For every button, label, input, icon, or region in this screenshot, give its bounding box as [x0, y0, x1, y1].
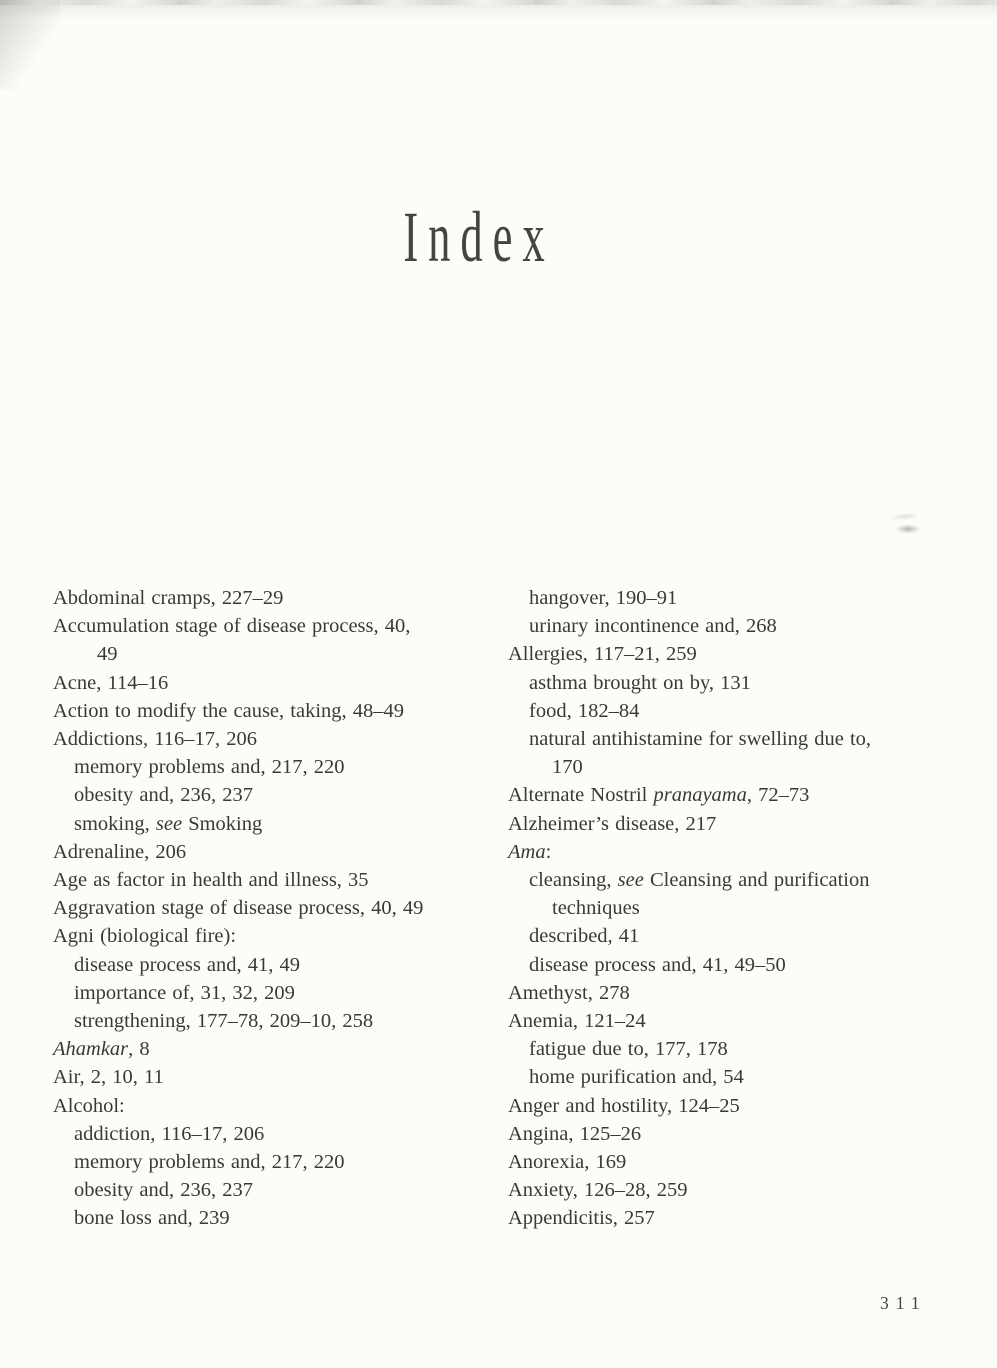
- entry-text: 170: [552, 756, 583, 779]
- index-entry-line: [53, 640, 508, 668]
- entry-text: Smoking: [182, 812, 263, 835]
- index-entry-line: [508, 951, 963, 979]
- entry-text: techniques: [552, 897, 640, 920]
- entry-text: Agni (biological fire):: [53, 925, 237, 948]
- entry-text: Addictions, 116–17, 206: [53, 728, 257, 751]
- entry-text: Alcohol:: [53, 1094, 125, 1117]
- entry-text: Abdominal cramps, 227–29: [53, 587, 284, 609]
- entry-italic-text: Ama: [508, 840, 546, 863]
- index-entry-line: [508, 838, 963, 866]
- index-entry-line: [53, 1035, 508, 1063]
- entry-text: 49: [97, 643, 118, 666]
- index-entry-line: [508, 922, 963, 950]
- index-entry-line: [508, 697, 963, 725]
- index-entry-line: [508, 894, 963, 922]
- entry-text: Accumulation stage of disease process, 40,: [53, 615, 411, 638]
- entry-text: Age as factor in health and illness, 35: [53, 869, 369, 892]
- index-entry-line: [508, 979, 963, 1007]
- index-entry-line: [53, 1063, 508, 1091]
- index-entry-line: [53, 725, 508, 753]
- index-entry-line: [508, 1063, 963, 1091]
- entry-text: Alzheimer’s disease, 217: [508, 812, 717, 835]
- entry-text: Alternate Nostril: [508, 784, 654, 807]
- index-entry-line: [53, 810, 508, 838]
- index-entry-line: [53, 697, 508, 725]
- index-entry-line: [508, 725, 963, 753]
- entry-text: food, 182–84: [529, 699, 640, 722]
- index-entry-line: [53, 753, 508, 781]
- index-entry-line: [508, 1035, 963, 1063]
- index-entry-line: [508, 781, 963, 809]
- entry-italic-text: see: [155, 812, 183, 835]
- entry-text: Anger and hostility, 124–25: [508, 1094, 740, 1117]
- title-container: [0, 196, 977, 279]
- smudge-artifact: [888, 508, 928, 544]
- index-entry-line: [53, 781, 508, 809]
- entry-text: disease process and, 41, 49–50: [529, 953, 786, 976]
- index-entry-line: [508, 1007, 963, 1035]
- entry-text: Allergies, 117–21, 259: [508, 643, 697, 666]
- entry-text: Angina, 125–26: [508, 1122, 642, 1145]
- entry-text: cleansing,: [529, 869, 618, 892]
- entry-text: obesity and, 236, 237: [74, 784, 253, 807]
- index-entry-line: [53, 866, 508, 894]
- index-entry-line: [53, 1176, 508, 1204]
- index-entry-line: [508, 1148, 963, 1176]
- index-entry-line: [53, 612, 508, 640]
- index-entry-line: [53, 951, 508, 979]
- entry-text: , 72–73: [746, 784, 810, 807]
- entry-text: memory problems and, 217, 220: [74, 756, 345, 779]
- index-entry-line: [508, 640, 963, 668]
- entry-text: Adrenaline, 206: [53, 840, 187, 863]
- entry-text: obesity and, 236, 237: [74, 1179, 253, 1202]
- entry-text: Appendicitis, 257: [508, 1207, 655, 1230]
- index-entry-line: [508, 669, 963, 697]
- index-entry-line: [508, 612, 963, 640]
- entry-text: addiction, 116–17, 206: [74, 1122, 265, 1145]
- index-column-left: [53, 584, 508, 1233]
- entry-text: Amethyst, 278: [508, 981, 630, 1004]
- entry-text: smoking,: [74, 812, 156, 835]
- index-entry-line: [53, 1092, 508, 1120]
- entry-text: hangover, 190–91: [529, 587, 678, 609]
- scan-edge-fade: [0, 5, 997, 19]
- entry-text: natural antihistamine for swelling due to,: [529, 728, 872, 751]
- entry-text: fatigue due to, 177, 178: [529, 1038, 728, 1061]
- index-entry-line: [53, 922, 508, 950]
- entry-italic-text: see: [617, 869, 644, 892]
- index-entry-line: [508, 1120, 963, 1148]
- page-number: 311: [880, 1293, 927, 1313]
- entry-text: Cleansing and purification: [643, 869, 870, 892]
- entry-italic-text: pranayama: [653, 784, 747, 807]
- index-entry-line: [53, 1204, 508, 1232]
- index-entry-line: [508, 810, 963, 838]
- index-entry-line: [53, 1007, 508, 1035]
- index-entry-line: [53, 838, 508, 866]
- entry-text: , 8: [128, 1038, 150, 1061]
- index-entry-line: [508, 1176, 963, 1204]
- entry-text: importance of, 31, 32, 209: [74, 981, 295, 1004]
- index-entry-line: [53, 979, 508, 1007]
- index-entry-line: [53, 669, 508, 697]
- index-entry-line: [508, 1204, 963, 1232]
- index-entry-line: [53, 1120, 508, 1148]
- entry-text: :: [545, 840, 552, 863]
- entry-text: urinary incontinence and, 268: [529, 615, 777, 638]
- entry-text: Air, 2, 10, 11: [53, 1066, 164, 1089]
- entry-italic-text: Ahamkar: [53, 1038, 129, 1061]
- entry-text: Action to modify the cause, taking, 48–49: [53, 699, 405, 722]
- index-entry-line: [53, 894, 508, 922]
- entry-text: disease process and, 41, 49: [74, 953, 301, 976]
- index-entry-line: [508, 1092, 963, 1120]
- index-column-right: [508, 584, 963, 1233]
- entry-text: home purification and, 54: [529, 1066, 744, 1089]
- page-title: Index: [402, 197, 555, 277]
- entry-text: strengthening, 177–78, 209–10, 258: [74, 1010, 374, 1033]
- entry-text: bone loss and, 239: [74, 1207, 230, 1230]
- index-entry-line: [53, 584, 508, 612]
- index-entry-line: [508, 753, 963, 781]
- entry-text: asthma brought on by, 131: [529, 671, 751, 694]
- entry-text: Anorexia, 169: [508, 1151, 627, 1174]
- entry-text: described, 41: [529, 925, 640, 948]
- entry-text: Aggravation stage of disease process, 40, 49: [53, 897, 424, 920]
- index-entry-line: [508, 866, 963, 894]
- scan-corner-shade: [0, 0, 60, 90]
- entry-text: Anemia, 121–24: [508, 1010, 646, 1033]
- index-entry-line: [53, 1148, 508, 1176]
- entry-text: Acne, 114–16: [53, 671, 169, 694]
- index-entry-line: [508, 584, 963, 612]
- entry-text: memory problems and, 217, 220: [74, 1151, 345, 1174]
- entry-text: Anxiety, 126–28, 259: [508, 1179, 688, 1202]
